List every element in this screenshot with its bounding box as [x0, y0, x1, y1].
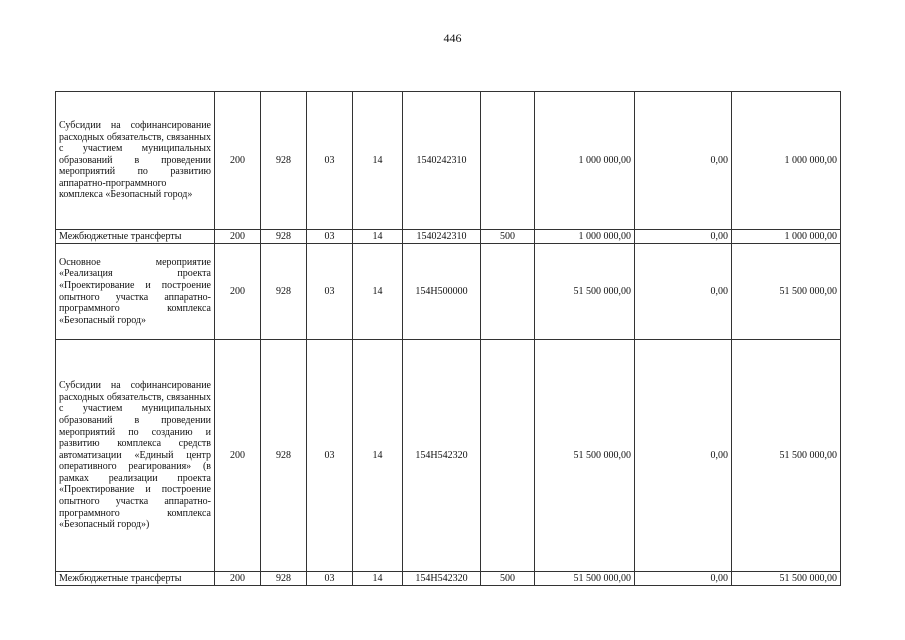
row-amount2: 0,00	[635, 230, 732, 244]
row-subsection: 14	[353, 340, 403, 572]
row-subsection: 14	[353, 230, 403, 244]
row-code2: 928	[261, 244, 307, 340]
row-amount2: 0,00	[635, 244, 732, 340]
row-subsection: 14	[353, 572, 403, 586]
row-code2: 928	[261, 340, 307, 572]
row-amount3: 51 500 000,00	[732, 572, 841, 586]
row-type	[481, 244, 535, 340]
row-target: 1540242310	[403, 92, 481, 230]
row-amount2: 0,00	[635, 92, 732, 230]
row-type: 500	[481, 572, 535, 586]
row-code2: 928	[261, 92, 307, 230]
row-amount1: 51 500 000,00	[535, 340, 635, 572]
row-section: 03	[307, 92, 353, 230]
row-description: Субсидии на софинансирование расходных обязательств, связанных с участием муниципальных образований в проведении мероприятий по развитию аппаратно-программного комплекса «Безопасный город»	[56, 92, 215, 230]
row-description: Основное мероприятие «Реализация проекта «Проектирование и построение опытного участка аппаратно-программного комплекса «Безопасный город»	[56, 244, 215, 340]
row-code2: 928	[261, 572, 307, 586]
row-amount1: 1 000 000,00	[535, 230, 635, 244]
row-code1: 200	[215, 92, 261, 230]
row-amount1: 51 500 000,00	[535, 572, 635, 586]
table-row	[56, 572, 841, 586]
row-amount2: 0,00	[635, 572, 732, 586]
row-subsection: 14	[353, 92, 403, 230]
row-amount3: 51 500 000,00	[732, 244, 841, 340]
row-code1: 200	[215, 340, 261, 572]
row-target: 1540242310	[403, 230, 481, 244]
row-amount1: 1 000 000,00	[535, 92, 635, 230]
row-code1: 200	[215, 230, 261, 244]
row-target: 154Н500000	[403, 244, 481, 340]
row-code2: 928	[261, 230, 307, 244]
row-section: 03	[307, 244, 353, 340]
row-amount1: 51 500 000,00	[535, 244, 635, 340]
row-type	[481, 340, 535, 572]
row-description: Субсидии на софинансирование расходных обязательств, связанных с участием муниципальных образований в проведении мероприятий по созданию и развитию комплекса средств автоматизации «Единый центр оперативного реагирования» (в рамках реализации проекта «Проектирование и построение опытного участка аппаратно-программного комплекса «Безопасный город»)	[56, 340, 215, 572]
row-description: Межбюджетные трансферты	[56, 230, 215, 244]
budget-table	[55, 91, 841, 586]
row-amount3: 1 000 000,00	[732, 92, 841, 230]
row-amount2: 0,00	[635, 340, 732, 572]
row-amount3: 51 500 000,00	[732, 340, 841, 572]
table-row	[56, 230, 841, 244]
row-section: 03	[307, 340, 353, 572]
row-code1: 200	[215, 572, 261, 586]
row-code1: 200	[215, 244, 261, 340]
table-row	[56, 244, 841, 340]
row-type	[481, 92, 535, 230]
row-subsection: 14	[353, 244, 403, 340]
table-row	[56, 92, 841, 230]
page-number: 446	[443, 31, 462, 45]
row-type: 500	[481, 230, 535, 244]
row-target: 154Н542320	[403, 340, 481, 572]
row-description: Межбюджетные трансферты	[56, 572, 215, 586]
row-target: 154Н542320	[403, 572, 481, 586]
row-amount3: 1 000 000,00	[732, 230, 841, 244]
row-section: 03	[307, 230, 353, 244]
table-row	[56, 340, 841, 572]
row-section: 03	[307, 572, 353, 586]
